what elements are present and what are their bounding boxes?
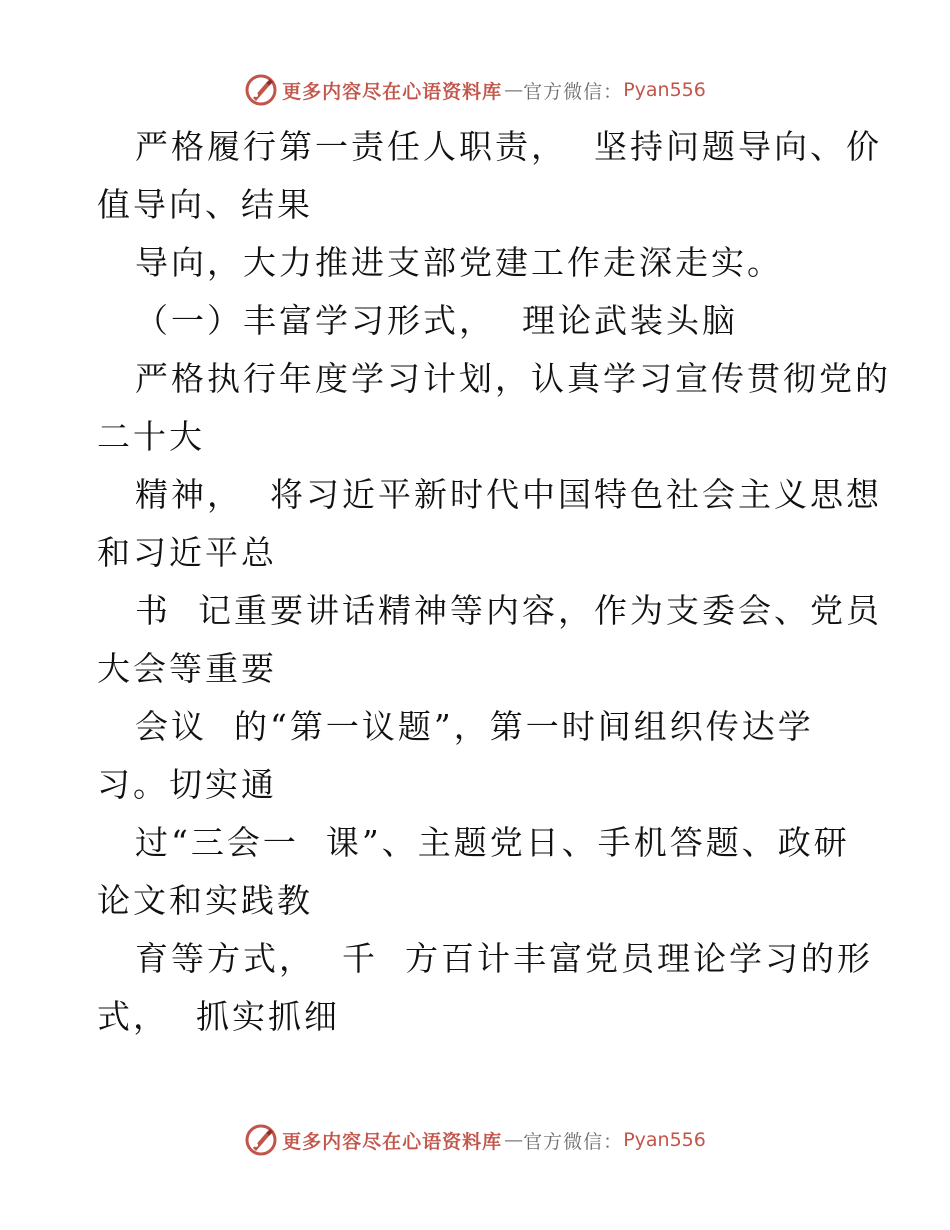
header-watermark: [0, 70, 950, 110]
watermark-label: 官方微信：: [523, 80, 624, 103]
watermark-separator: —: [504, 79, 524, 101]
watermark-site-text: 更多内容尽在心语资料库: [282, 1130, 503, 1153]
watermark-label: 官方微信：: [523, 1130, 624, 1153]
watermark-wechat-id: Pyan556: [623, 1129, 706, 1151]
body-line: 和习近平总: [97, 533, 277, 572]
body-line: 会议 的“第一议题”，第一时间组织传达学: [135, 707, 814, 746]
body-line: 式， 抓实抓细: [97, 997, 340, 1036]
body-line: 精神， 将习近平新时代中国特色社会主义思想: [135, 475, 882, 514]
body-line: 大会等重要: [97, 649, 277, 688]
body-line: 习。切实通: [97, 765, 277, 804]
footer-watermark: [0, 1120, 950, 1160]
pen-logo-icon: [244, 1123, 278, 1157]
body-line: 值导向、结果: [97, 185, 313, 224]
watermark-wechat-id: Pyan556: [623, 79, 706, 101]
pen-logo-icon: [244, 73, 278, 107]
body-line: 导向，大力推进支部党建工作走深走实。: [135, 243, 783, 282]
body-line: 论文和实践教: [97, 881, 313, 920]
body-line: 育等方式， 千 方百计丰富党员理论学习的形: [135, 939, 873, 978]
body-line: 严格履行第一责任人职责， 坚持问题导向、价: [135, 127, 882, 166]
body-line: 过“三会一 课”、主题党日、手机答题、政研: [135, 823, 850, 862]
watermark-separator: —: [504, 1129, 524, 1151]
section-heading: （一）丰富学习形式， 理论武装头脑: [135, 301, 738, 340]
body-line: 二十大: [97, 417, 205, 456]
body-line: 严格执行年度学习计划，认真学习宣传贯彻党的: [135, 359, 891, 398]
document-body: [97, 118, 897, 1046]
body-line: 书 记重要讲话精神等内容，作为支委会、党员: [135, 591, 882, 630]
watermark-site-text: 更多内容尽在心语资料库: [282, 80, 503, 103]
